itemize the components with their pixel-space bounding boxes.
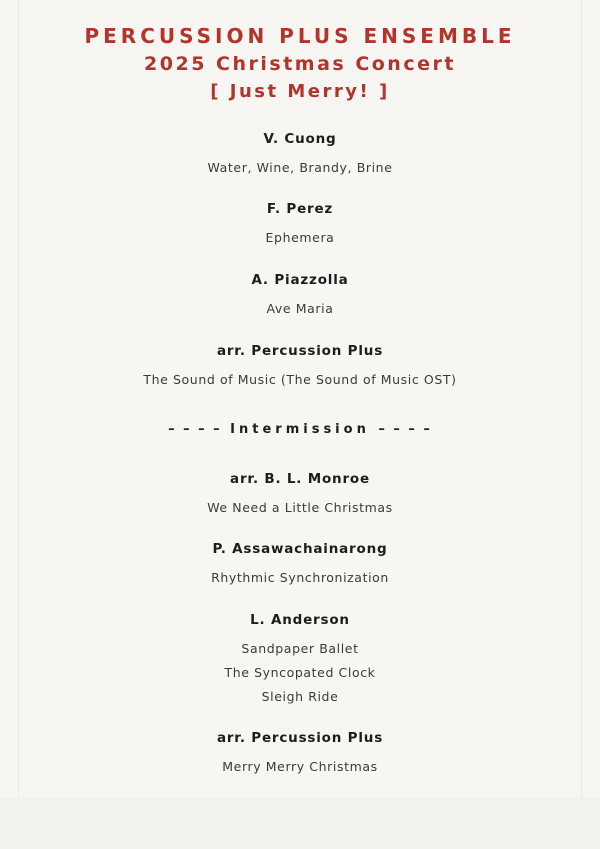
piece-title: The Sound of Music (The Sound of Music OST) <box>143 371 457 387</box>
piece-title: Sleigh Ride <box>261 688 339 704</box>
composer-name: L. Anderson <box>250 612 350 629</box>
intermission-dashes-right: – – – – <box>378 421 432 437</box>
composer-name: arr. Percussion Plus <box>216 730 384 747</box>
concert-subtitle: [ Just Merry! ] <box>210 80 390 102</box>
composer-name: arr. Percussion Plus <box>216 342 384 359</box>
program-entry <box>40 272 560 321</box>
program-entry <box>40 612 560 708</box>
composer-name: arr. B. L. Monroe <box>230 470 370 487</box>
program-list-part-two <box>40 471 560 780</box>
program-entry <box>40 343 560 392</box>
program-entry <box>40 541 560 590</box>
piece-title: Ephemera <box>265 230 335 246</box>
composer-name: A. Piazzolla <box>251 272 349 289</box>
piece-title: We Need a Little Christmas <box>207 499 393 515</box>
concert-title: 2025 Christmas Concert <box>144 53 456 75</box>
intermission-label: Intermission <box>230 421 370 437</box>
piece-title: The Syncopated Clock <box>224 664 376 680</box>
piece-title: Merry Merry Christmas <box>222 759 378 775</box>
intermission-dashes-left: – – – – <box>168 421 222 437</box>
composer-name: P. Assawachainarong <box>212 541 388 558</box>
program-list-part-one <box>40 131 560 392</box>
left-margin-rule <box>18 0 19 849</box>
footer-band <box>0 797 600 849</box>
composer-name: V. Cuong <box>263 130 337 147</box>
program-entry <box>40 201 560 250</box>
piece-title: Sandpaper Ballet <box>241 641 359 657</box>
program-header <box>40 22 560 105</box>
program-entry <box>40 730 560 779</box>
program-entry <box>40 131 560 180</box>
right-margin-rule <box>581 0 582 849</box>
ensemble-name: PERCUSSION PLUS ENSEMBLE <box>84 24 516 48</box>
piece-title: Ave Maria <box>266 301 334 317</box>
intermission-divider <box>40 422 560 437</box>
program-entry <box>40 471 560 520</box>
piece-title: Water, Wine, Brandy, Brine <box>207 159 393 175</box>
piece-title: Rhythmic Synchronization <box>211 570 389 586</box>
composer-name: F. Perez <box>266 201 334 218</box>
